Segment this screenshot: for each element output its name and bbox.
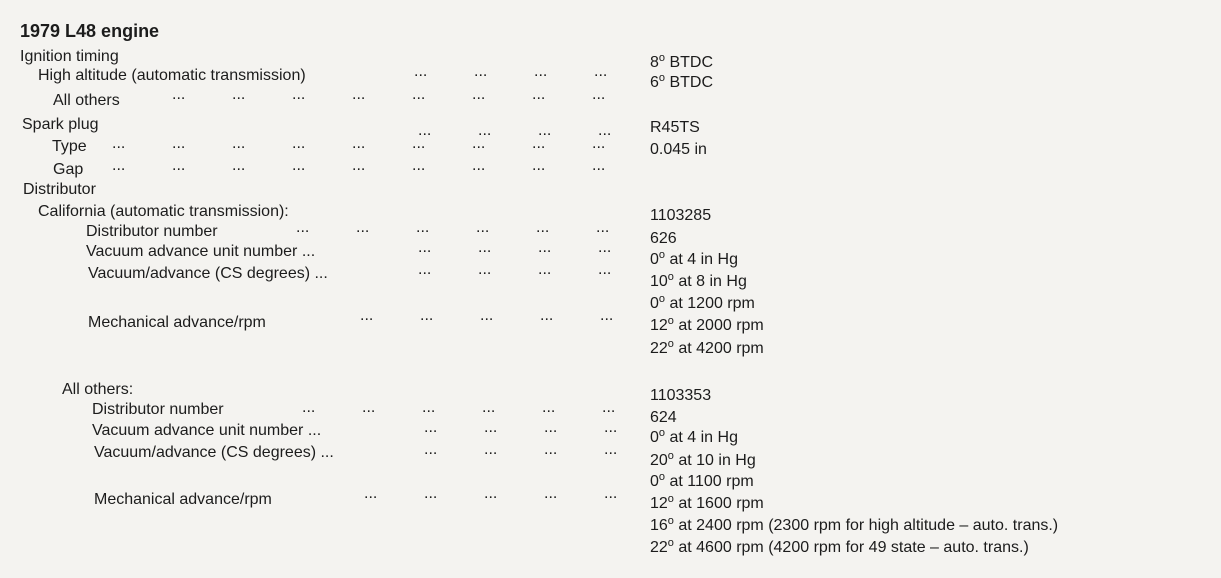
ca-vacuum-unit-value: 626 bbox=[650, 230, 677, 247]
ca-mechanical-label: Mechanical advance/rpm bbox=[88, 314, 266, 331]
ca-mechanical-value-2: 12$^o$ at 2000 rpm bbox=[650, 315, 764, 334]
ao-vacuum-unit-label: Vacuum advance unit number ... bbox=[92, 422, 322, 439]
spark-plug-type-label: Type bbox=[52, 138, 87, 155]
ao-mechanical-label: Mechanical advance/rpm bbox=[94, 491, 272, 508]
ca-mechanical-value-1: 0$^o$ at 1200 rpm bbox=[650, 293, 755, 312]
spark-plug-gap-value: 0.045 in bbox=[650, 141, 707, 158]
ca-vacuum-unit-label: Vacuum advance unit number ... bbox=[86, 243, 316, 260]
ca-vacuum-advance-label: Vacuum/advance (CS degrees) ... bbox=[88, 265, 328, 282]
ca-distributor-number-value: 1103285 bbox=[650, 207, 712, 224]
dot-leader: ... ... ... ... ... ... ... ... ... bbox=[112, 157, 606, 174]
spark-plug-type-value: R45TS bbox=[650, 119, 700, 136]
ao-vacuum-advance-value-1: 0$^o$ at 4 in Hg bbox=[650, 427, 738, 446]
dot-leader: ... ... ... ... bbox=[418, 122, 612, 139]
distributor-heading: Distributor bbox=[23, 181, 96, 198]
ao-mechanical-value-4: 22$^o$ at 4600 rpm (4200 rpm for 49 state – auto. trans.) bbox=[650, 537, 1029, 556]
dot-leader: ... ... ... ... ... ... ... ... bbox=[172, 86, 606, 103]
dot-leader: ... ... ... ... bbox=[424, 419, 618, 436]
ca-vacuum-advance-value-2: 10$^o$ at 8 in Hg bbox=[650, 271, 747, 290]
california-heading: California (automatic transmission): bbox=[38, 203, 289, 220]
dot-leader: ... ... ... ... bbox=[418, 239, 612, 256]
ao-mechanical-value-3: 16$^o$ at 2400 rpm (2300 rpm for high altitude – auto. trans.) bbox=[650, 515, 1059, 534]
ao-distributor-number-value: 1103353 bbox=[650, 387, 712, 404]
ignition-heading: Ignition timing bbox=[20, 48, 119, 65]
dot-leader: ... ... ... ... ... ... bbox=[302, 399, 616, 416]
dot-leader: ... ... ... ... ... bbox=[364, 485, 618, 502]
ao-vacuum-advance-label: Vacuum/advance (CS degrees) ... bbox=[94, 444, 334, 461]
high-altitude-label: High altitude (automatic transmission) bbox=[38, 67, 306, 84]
ao-mechanical-value-1: 0$^o$ at 1100 rpm bbox=[650, 471, 754, 490]
dot-leader: ... ... ... ... bbox=[414, 63, 608, 80]
ca-distributor-number-label: Distributor number bbox=[86, 223, 218, 240]
page-title: 1979 L48 engine bbox=[20, 21, 160, 41]
all-others-heading: All others: bbox=[62, 381, 134, 398]
high-altitude-value: 8$^o$ BTDC bbox=[650, 52, 714, 71]
dot-leader: ... ... ... ... ... ... ... ... ... bbox=[112, 135, 606, 152]
ao-vacuum-unit-value: 624 bbox=[650, 409, 677, 426]
ao-mechanical-value-2: 12$^o$ at 1600 rpm bbox=[650, 493, 764, 512]
spark-plug-gap-label: Gap bbox=[53, 161, 84, 178]
spark-plug-heading: Spark plug bbox=[22, 116, 99, 133]
ao-distributor-number-label: Distributor number bbox=[92, 401, 224, 418]
dot-leader: ... ... ... ... bbox=[424, 441, 618, 458]
dot-leader: ... ... ... ... bbox=[418, 261, 612, 278]
all-others-label: All others bbox=[53, 92, 120, 109]
dot-leader: ... ... ... ... ... bbox=[360, 307, 614, 324]
ca-vacuum-advance-value-1: 0$^o$ at 4 in Hg bbox=[650, 249, 738, 268]
all-others-value: 6$^o$ BTDC bbox=[650, 72, 714, 91]
ao-vacuum-advance-value-2: 20$^o$ at 10 in Hg bbox=[650, 450, 756, 469]
dot-leader: ... ... ... ... ... ... bbox=[296, 219, 610, 236]
ca-mechanical-value-3: 22$^o$ at 4200 rpm bbox=[650, 338, 764, 357]
